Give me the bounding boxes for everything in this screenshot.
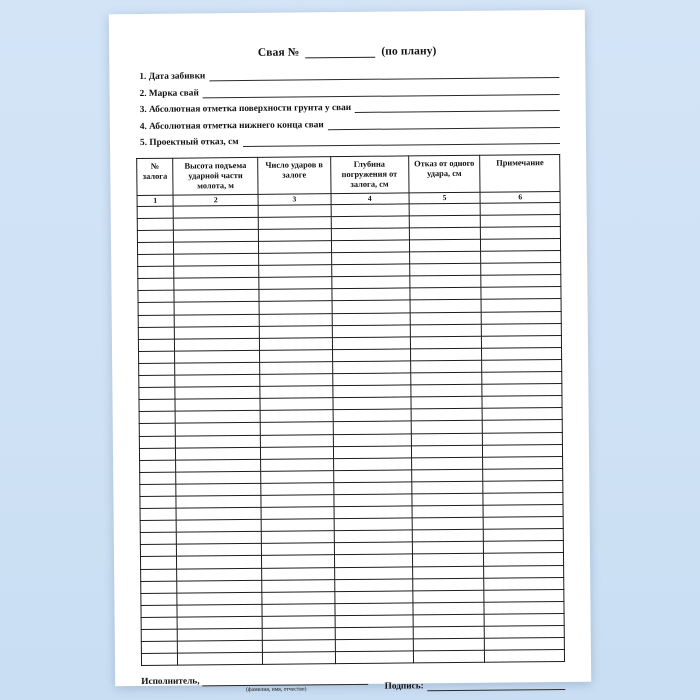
table-cell[interactable] — [259, 277, 332, 290]
table-cell[interactable] — [334, 579, 412, 592]
field-row-pile-tip-level — [140, 117, 560, 131]
table-cell[interactable] — [485, 638, 565, 651]
table-cell[interactable] — [137, 230, 173, 242]
table-cell[interactable] — [484, 577, 564, 590]
table-cell[interactable] — [413, 650, 485, 663]
table-cell[interactable] — [481, 251, 561, 264]
table-cell[interactable] — [485, 650, 565, 663]
table-cell[interactable] — [259, 301, 332, 314]
table-cell[interactable] — [484, 529, 564, 542]
table-cell[interactable] — [262, 640, 335, 653]
table-cell[interactable] — [331, 228, 409, 241]
table-cell[interactable] — [141, 653, 177, 665]
table-cell[interactable] — [176, 459, 261, 472]
table-cell[interactable] — [139, 411, 175, 423]
table-cell[interactable] — [484, 541, 564, 554]
table-cell[interactable] — [483, 408, 563, 421]
table-cell[interactable] — [484, 553, 564, 566]
table-cell[interactable] — [411, 469, 483, 482]
table-cell[interactable] — [138, 254, 174, 266]
table-cell[interactable] — [482, 347, 562, 360]
table-cell[interactable] — [332, 337, 410, 350]
field-blank-pile-brand[interactable] — [203, 84, 560, 97]
table-cell[interactable] — [139, 399, 175, 411]
table-cell[interactable] — [261, 458, 334, 471]
table-cell[interactable] — [409, 251, 481, 264]
table-cell[interactable] — [410, 300, 482, 313]
table-cell[interactable] — [258, 241, 331, 254]
table-cell[interactable] — [141, 617, 177, 629]
table-cell[interactable] — [481, 287, 561, 300]
table-cell[interactable] — [333, 458, 411, 471]
table-cell[interactable] — [141, 581, 177, 593]
table-header-cell-2: Высота подъема ударной части молота, м — [173, 157, 258, 195]
executor-hint: (фамилия, имя, отчество) — [246, 686, 307, 694]
field-blank-ground-level[interactable] — [355, 101, 560, 113]
table-cell[interactable] — [139, 351, 175, 363]
table-cell[interactable] — [137, 242, 173, 254]
signature-label: Подпись: — [384, 681, 424, 692]
table-cell[interactable] — [260, 410, 333, 423]
table-cell[interactable] — [483, 420, 563, 433]
table-cell[interactable] — [411, 445, 483, 458]
table-cell[interactable] — [176, 483, 261, 496]
field-row-ground-level — [140, 101, 560, 115]
table-cell[interactable] — [177, 568, 262, 581]
table-cell[interactable] — [141, 641, 177, 653]
table-cell[interactable] — [482, 384, 562, 397]
executor-blank[interactable] — [202, 675, 368, 687]
table-cell[interactable] — [138, 327, 174, 339]
field-blank-design-refusal[interactable] — [242, 134, 560, 147]
table-cell[interactable] — [483, 456, 563, 469]
table-cell[interactable] — [174, 302, 259, 315]
table-cell[interactable] — [138, 303, 174, 315]
table-cell[interactable] — [335, 615, 413, 628]
table-cell[interactable] — [141, 605, 177, 617]
table-header-cell-6: Примечание — [480, 154, 560, 191]
table-cell[interactable] — [483, 432, 563, 445]
table-cell[interactable] — [177, 616, 262, 629]
table-cell[interactable] — [259, 289, 332, 302]
table-cell[interactable] — [177, 592, 262, 605]
table-cell[interactable] — [482, 335, 562, 348]
table-cell[interactable] — [331, 264, 409, 277]
table-cell[interactable] — [259, 313, 332, 326]
table-cell[interactable] — [411, 481, 483, 494]
table-cell[interactable] — [409, 288, 481, 301]
table-cell[interactable] — [410, 372, 482, 385]
table-cell[interactable] — [258, 229, 331, 242]
table-cell[interactable] — [258, 216, 331, 229]
table-cell[interactable] — [412, 529, 484, 542]
table-cell[interactable] — [137, 206, 173, 218]
table-cell[interactable] — [410, 336, 482, 349]
table-cell[interactable] — [174, 241, 259, 254]
pile-number-blank — [305, 46, 375, 59]
table-header-row — [137, 154, 560, 195]
table-cell[interactable] — [331, 240, 409, 253]
table-cell[interactable] — [410, 312, 482, 325]
table-body — [137, 202, 564, 666]
table-cell[interactable] — [261, 483, 334, 496]
signature-block — [385, 680, 566, 692]
table-cell[interactable] — [259, 337, 332, 350]
table-cell[interactable] — [332, 325, 410, 338]
table-cell[interactable] — [481, 226, 561, 239]
table-cell[interactable] — [332, 288, 410, 301]
table-cell[interactable] — [334, 566, 412, 579]
table-cell[interactable] — [260, 362, 333, 375]
table-cell[interactable] — [140, 532, 176, 544]
column-number-1: 1 — [137, 195, 173, 206]
table-cell[interactable] — [138, 339, 174, 351]
table-cell[interactable] — [141, 569, 177, 581]
table-cell[interactable] — [333, 470, 411, 483]
table-cell[interactable] — [411, 409, 483, 422]
table-cell[interactable] — [176, 471, 261, 484]
table-cell[interactable] — [332, 373, 410, 386]
table-cell[interactable] — [174, 278, 259, 291]
table-cell[interactable] — [334, 554, 412, 567]
table-cell[interactable] — [411, 421, 483, 434]
table-cell[interactable] — [335, 651, 413, 664]
table-cell[interactable] — [331, 252, 409, 265]
table-cell[interactable] — [138, 278, 174, 290]
table-cell[interactable] — [334, 542, 412, 555]
table-cell[interactable] — [140, 472, 176, 484]
table-cell[interactable] — [411, 493, 483, 506]
field-label-ground-level: 3. Абсолютная отметка поверхности грунта у сваи — [139, 102, 352, 116]
table-cell[interactable] — [262, 628, 335, 641]
table-cell[interactable] — [481, 299, 561, 312]
table-cell[interactable] — [411, 396, 483, 409]
table-cell[interactable] — [175, 350, 260, 363]
table-cell[interactable] — [483, 468, 563, 481]
table-cell[interactable] — [412, 590, 484, 603]
field-label-pile-tip-level: 4. Абсолютная отметка нижнего конца сваи — [139, 119, 324, 132]
table-cell[interactable] — [412, 566, 484, 579]
table-cell[interactable] — [481, 214, 561, 227]
table-cell[interactable] — [409, 227, 481, 240]
table-cell[interactable] — [139, 375, 175, 387]
header-fields — [139, 68, 560, 148]
table-cell[interactable] — [174, 217, 259, 230]
table-cell[interactable] — [177, 580, 262, 593]
table-cell[interactable] — [484, 589, 564, 602]
table-cell[interactable] — [331, 216, 409, 229]
table-cell[interactable] — [140, 557, 176, 569]
table-cell[interactable] — [334, 518, 412, 531]
table-cell[interactable] — [332, 276, 410, 289]
field-label-date: 1. Дата забивки — [139, 71, 206, 83]
table-cell[interactable] — [409, 263, 481, 276]
page-title-suffix: (по плану) — [381, 45, 437, 58]
table-cell[interactable] — [481, 202, 561, 215]
table-cell[interactable] — [482, 371, 562, 384]
table-cell[interactable] — [334, 482, 412, 495]
column-number-2: 2 — [173, 194, 258, 206]
table-cell[interactable] — [481, 275, 561, 288]
field-row-date — [139, 68, 559, 82]
table-cell[interactable] — [413, 626, 485, 639]
table-cell[interactable] — [409, 215, 481, 228]
table-cell[interactable] — [139, 363, 175, 375]
table-cell[interactable] — [409, 239, 481, 252]
table-cell[interactable] — [175, 314, 260, 327]
table-cell[interactable] — [177, 520, 262, 533]
table-cell[interactable] — [482, 323, 562, 336]
table-cell[interactable] — [484, 517, 564, 530]
table-cell[interactable] — [484, 601, 564, 614]
table-cell[interactable] — [410, 360, 482, 373]
table-cell[interactable] — [409, 276, 481, 289]
table-cell[interactable] — [178, 640, 263, 653]
table-cell[interactable] — [260, 374, 333, 387]
page-title-prefix: Свая № — [257, 46, 300, 59]
table-cell[interactable] — [262, 591, 335, 604]
table-cell[interactable] — [485, 625, 565, 638]
table-cell[interactable] — [333, 421, 411, 434]
table-cell[interactable] — [261, 507, 334, 520]
table-cell[interactable] — [140, 460, 176, 472]
table-cell[interactable] — [482, 359, 562, 372]
table-cell[interactable] — [333, 397, 411, 410]
table-cell[interactable] — [483, 505, 563, 518]
table-cell[interactable] — [411, 457, 483, 470]
table-cell[interactable] — [262, 616, 335, 629]
column-number-5: 5 — [409, 192, 481, 204]
executor-block — [141, 675, 368, 694]
table-cell[interactable] — [259, 325, 332, 338]
table-header-cell-5: Отказ от одного удара, см — [408, 155, 480, 192]
table-cell[interactable] — [260, 422, 333, 435]
table-cell[interactable] — [139, 448, 175, 460]
table-cell[interactable] — [332, 300, 410, 313]
table-cell[interactable] — [261, 555, 334, 568]
table-cell[interactable] — [482, 396, 562, 409]
field-row-design-refusal — [140, 134, 560, 148]
table-cell[interactable] — [412, 517, 484, 530]
table-cell[interactable] — [262, 652, 335, 665]
table-cell[interactable] — [333, 385, 411, 398]
table-cell[interactable] — [261, 531, 334, 544]
table-cell[interactable] — [176, 507, 261, 520]
table-cell[interactable] — [261, 495, 334, 508]
table-cell[interactable] — [332, 361, 410, 374]
table-cell[interactable] — [178, 653, 263, 666]
table-header-cell-1: № залога — [137, 158, 174, 195]
table-cell[interactable] — [175, 399, 260, 412]
table-header-cell-3: Число ударов в залоге — [258, 157, 331, 194]
table-cell[interactable] — [262, 567, 335, 580]
table-cell[interactable] — [177, 544, 262, 557]
table-cell[interactable] — [485, 613, 565, 626]
table-cell[interactable] — [410, 324, 482, 337]
table-cell[interactable] — [483, 480, 563, 493]
table-cell[interactable] — [259, 253, 332, 266]
table-cell[interactable] — [177, 604, 262, 617]
signature-blank[interactable] — [427, 680, 566, 691]
table-cell[interactable] — [140, 484, 176, 496]
table-cell[interactable] — [138, 266, 174, 278]
table-cell[interactable] — [410, 348, 482, 361]
table-cell[interactable] — [176, 423, 261, 436]
table-cell[interactable] — [140, 496, 176, 508]
table-cell[interactable] — [481, 238, 561, 251]
table-cell[interactable] — [260, 398, 333, 411]
table-cell[interactable] — [258, 204, 331, 217]
table-cell[interactable] — [174, 266, 259, 279]
field-label-pile-brand: 2. Марка свай — [139, 87, 199, 99]
table-cell[interactable] — [141, 629, 177, 641]
table-cell[interactable] — [333, 446, 411, 459]
table-cell[interactable] — [334, 506, 412, 519]
table-cell[interactable] — [483, 492, 563, 505]
table-cell[interactable] — [334, 494, 412, 507]
table-cell[interactable] — [138, 291, 174, 303]
table-cell[interactable] — [335, 603, 413, 616]
table-cell[interactable] — [260, 434, 333, 447]
table-cell[interactable] — [137, 218, 173, 230]
field-blank-date[interactable] — [209, 68, 559, 81]
table-cell[interactable] — [481, 263, 561, 276]
table-cell[interactable] — [175, 338, 260, 351]
table-cell[interactable] — [174, 253, 259, 266]
table-cell[interactable] — [140, 545, 176, 557]
table-cell[interactable] — [409, 203, 481, 216]
table-cell[interactable] — [259, 350, 332, 363]
document-footer — [141, 673, 565, 694]
table-cell[interactable] — [260, 446, 333, 459]
column-number-3: 3 — [258, 193, 331, 205]
table-cell[interactable] — [412, 542, 484, 555]
field-blank-pile-tip-level[interactable] — [328, 117, 560, 129]
table-cell[interactable] — [178, 628, 263, 641]
table-cell[interactable] — [334, 530, 412, 543]
table-cell[interactable] — [333, 409, 411, 422]
table-cell[interactable] — [259, 265, 332, 278]
table-cell[interactable] — [174, 229, 259, 242]
table-header-cell-4: Глубина погружения от залога, см — [330, 156, 408, 193]
table-cell[interactable] — [412, 554, 484, 567]
table-cell[interactable] — [140, 520, 176, 532]
table-cell[interactable] — [412, 578, 484, 591]
table-cell[interactable] — [411, 433, 483, 446]
table-cell[interactable] — [483, 444, 563, 457]
table-cell[interactable] — [175, 411, 260, 424]
table-cell[interactable] — [176, 447, 261, 460]
table-cell[interactable] — [261, 470, 334, 483]
executor-label: Исполнитель, — [141, 676, 200, 688]
table-cell[interactable] — [175, 326, 260, 339]
column-number-6: 6 — [480, 191, 560, 203]
field-row-pile-brand — [139, 84, 559, 98]
table-cell[interactable] — [176, 495, 261, 508]
table-cell[interactable] — [138, 315, 174, 327]
table-cell[interactable] — [139, 387, 175, 399]
table-cell[interactable] — [175, 374, 260, 387]
table-cell[interactable] — [332, 312, 410, 325]
table-cell[interactable] — [413, 638, 485, 651]
table-cell[interactable] — [261, 519, 334, 532]
table-cell[interactable] — [335, 627, 413, 640]
table-cell[interactable] — [410, 384, 482, 397]
table-cell[interactable] — [413, 614, 485, 627]
table-cell[interactable] — [174, 290, 259, 303]
table-cell[interactable] — [176, 435, 261, 448]
table-cell[interactable] — [332, 349, 410, 362]
table-cell[interactable] — [412, 602, 484, 615]
table-cell[interactable] — [333, 433, 411, 446]
table-cell[interactable] — [174, 205, 259, 218]
field-label-design-refusal: 5. Проектный отказ, см — [139, 137, 239, 149]
page-title — [135, 44, 559, 60]
table-cell[interactable] — [331, 204, 409, 217]
table-cell[interactable] — [262, 579, 335, 592]
table-cell[interactable] — [175, 386, 260, 399]
table-cell[interactable] — [412, 505, 484, 518]
table-cell[interactable] — [260, 386, 333, 399]
document-sheet — [109, 10, 591, 694]
table-cell[interactable] — [139, 436, 175, 448]
table-head — [137, 154, 560, 206]
table-cell[interactable] — [261, 543, 334, 556]
table-cell[interactable] — [175, 362, 260, 375]
table-cell[interactable] — [262, 603, 335, 616]
table-cell[interactable] — [139, 424, 175, 436]
pile-driving-log-table — [136, 154, 565, 666]
table-cell[interactable] — [484, 565, 564, 578]
table-cell[interactable] — [177, 532, 262, 545]
table-cell[interactable] — [141, 593, 177, 605]
column-number-4: 4 — [331, 193, 409, 205]
table-cell[interactable] — [177, 556, 262, 569]
table-cell[interactable] — [140, 508, 176, 520]
table-cell[interactable] — [335, 639, 413, 652]
table-cell[interactable] — [335, 591, 413, 604]
table-cell[interactable] — [482, 311, 562, 324]
